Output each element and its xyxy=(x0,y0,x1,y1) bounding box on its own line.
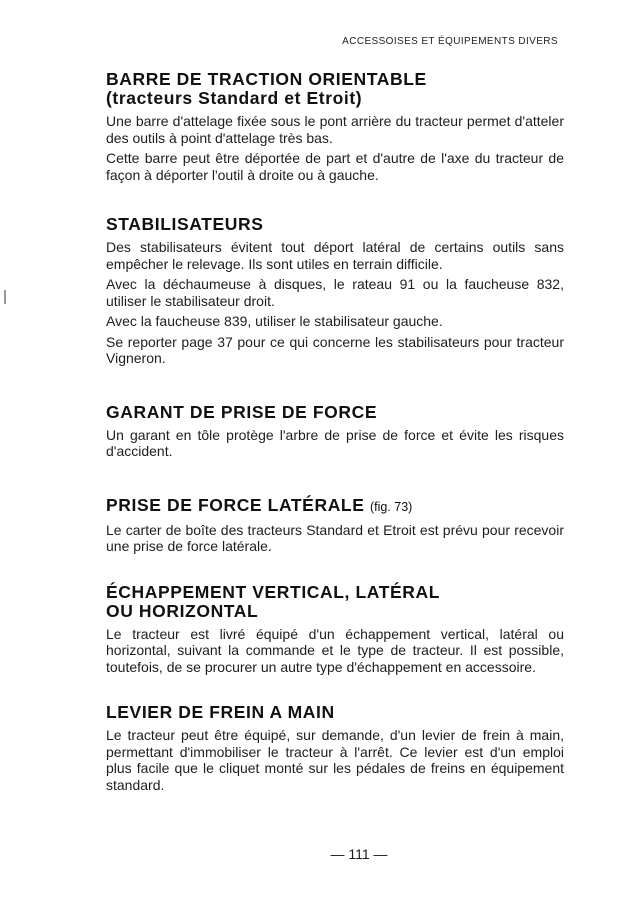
paragraph: Le tracteur est livré équipé d'un échappement vertical, latéral ou horizontal, suivant la commande et le type de tracteur. Il est possible, toutefois, de se procurer un autre type d'échappement en accessoire. xyxy=(106,625,564,675)
section-barre-de-traction xyxy=(106,70,564,183)
paragraph: Le tracteur peut être équipé, sur demande, d'un levier de frein à main, permettant d'immobiliser le tracteur à l'arrêt. Ce levier est d'un emploi plus facile que le cliquet monté sur les pédales de freins en équipement standard. xyxy=(106,727,564,793)
heading-line-1: BARRE DE TRACTION ORIENTABLE xyxy=(106,69,427,89)
section-heading xyxy=(106,496,564,517)
figure-reference: (fig. 73) xyxy=(369,499,413,514)
paragraph: Avec la déchaumeuse à disques, le rateau 91 ou la faucheuse 832, utiliser le stabilisateur droit. xyxy=(106,276,564,309)
section-prise-de-force-laterale xyxy=(106,496,564,555)
page-content xyxy=(106,70,564,797)
paragraph: Le carter de boîte des tracteurs Standard et Etroit est prévu pour recevoir une prise de force latérale. xyxy=(106,521,564,554)
paragraph: Un garant en tôle protège l'arbre de prise de force et évite les risques d'accident. xyxy=(106,426,564,459)
section-heading: STABILISATEURS xyxy=(106,214,264,234)
scan-edge-mark xyxy=(4,290,6,304)
page-number-text: — 111 — xyxy=(330,846,388,862)
section-heading xyxy=(106,583,564,621)
section-echappement xyxy=(106,583,564,676)
running-head: ACCESSOISES ET ÉQUIPEMENTS DIVERS xyxy=(342,36,558,47)
paragraph: Des stabilisateurs évitent tout déport latéral de certains outils sans empêcher le relevage. Ils sont utiles en terrain difficile. xyxy=(106,239,564,272)
section-levier-de-frein xyxy=(106,703,564,793)
heading-line-2: (tracteurs Standard et Etroit) xyxy=(106,88,363,108)
heading-line-1: PRISE DE FORCE LATÉRALE xyxy=(106,494,365,515)
section-garant-prise-de-force xyxy=(106,403,564,460)
section-heading xyxy=(106,70,564,108)
section-heading: LEVIER DE FREIN A MAIN xyxy=(106,702,335,722)
paragraph: Cette barre peut être déportée de part et d'autre de l'axe du tracteur de façon à déporter l'outil à droite ou à gauche. xyxy=(106,150,564,183)
heading-line-2: OU HORIZONTAL xyxy=(106,600,259,621)
page-number xyxy=(0,846,640,862)
heading-line-1: ÉCHAPPEMENT VERTICAL, LATÉRAL xyxy=(106,581,441,602)
paragraph: Avec la faucheuse 839, utiliser le stabilisateur gauche. xyxy=(106,313,443,329)
section-heading: GARANT DE PRISE DE FORCE xyxy=(106,401,378,422)
paragraph: Se reporter page 37 pour ce qui concerne les stabilisateurs pour tracteur Vigneron. xyxy=(106,333,564,366)
section-stabilisateurs xyxy=(106,215,564,367)
paragraph: Une barre d'attelage fixée sous le pont arrière du tracteur permet d'atteler des outils à point d'attelage très bas. xyxy=(106,113,564,146)
